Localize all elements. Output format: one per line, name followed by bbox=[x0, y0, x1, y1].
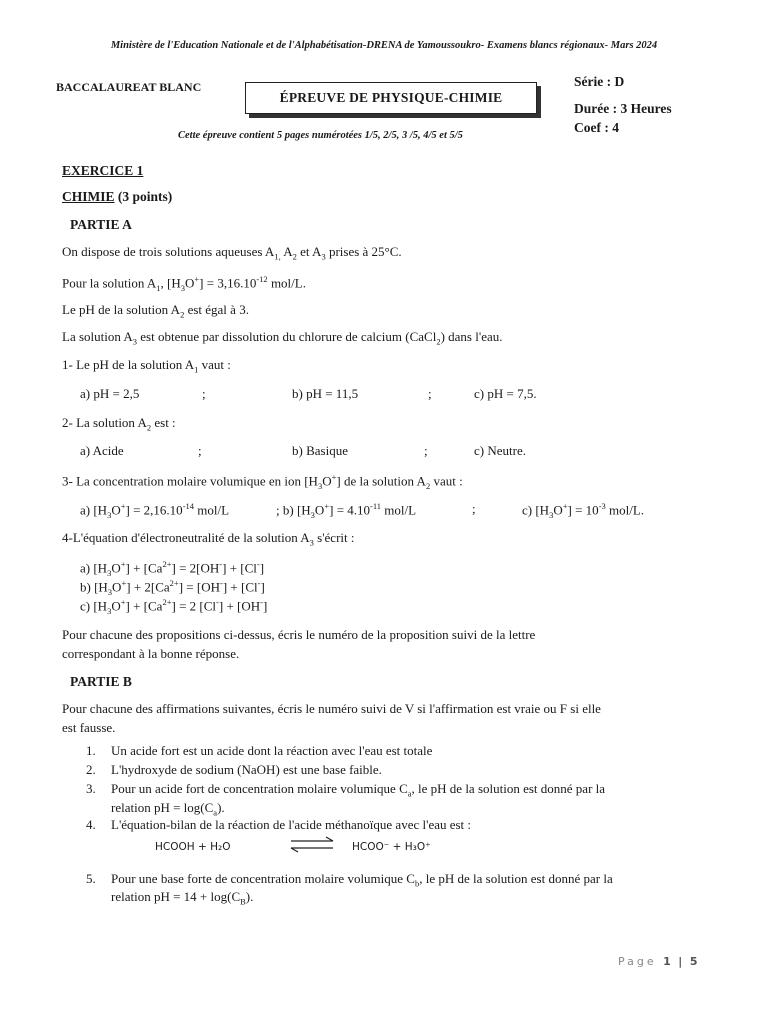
partie-a-title: PARTIE A bbox=[70, 217, 132, 232]
statement-3-line-2: relation pH = $\log(C_a)$. bbox=[111, 800, 225, 818]
coef-label: Coef : 4 bbox=[574, 120, 619, 135]
question-1: 1- Le pH de la solution $A_1$ vaut : bbox=[62, 357, 231, 375]
q1-option-c: c) pH = 7,5. bbox=[474, 386, 537, 401]
bac-label: BACCALAUREAT BLANC bbox=[56, 80, 202, 94]
subject-line bbox=[62, 189, 172, 205]
exam-title: ÉPREUVE DE PHYSIQUE-CHIMIE bbox=[279, 90, 503, 105]
q1-sep-2: ; bbox=[428, 386, 432, 401]
q4-equation-a: a) $[H_3O^+] + [Ca^{2+}] = 2[OH^-] + [Cl^-]$ bbox=[80, 559, 265, 578]
instruction-line-1: Pour chacune des propositions ci-dessus, écris le numéro de la proposition suivi de la lettre bbox=[62, 627, 536, 642]
ministry-header: Ministère de l'Education Nationale et de l'Alphabétisation-DRENA de Yamoussoukro- Examens blancs régionaux- Mars 2024 bbox=[110, 40, 658, 51]
q1-sep-1: ; bbox=[202, 386, 206, 401]
duree-label: Durée : 3 Heures bbox=[574, 101, 672, 116]
instruction-line-2: correspondant à la bonne réponse. bbox=[62, 646, 240, 661]
partA-intro-2: Pour la solution $A_1$, $[H_3O^+] = 3,16.10^{-12}$ mol/L. bbox=[62, 274, 306, 293]
exercise-title: EXERCICE 1 bbox=[62, 163, 144, 178]
question-4: 4-L'équation d'électroneutralité de la solution $A_3$ s'écrit : bbox=[62, 530, 355, 548]
statement-3-line-1: Pour un acide fort de concentration molaire volumique $C_a$, le pH de la solution est donné par la bbox=[111, 781, 606, 799]
statement-5-line-2: relation pH = $14 + \log(C_B)$. bbox=[111, 889, 254, 907]
question-3: 3- La concentration molaire volumique en ion $[H_3O^+]$ de la solution $A_2$ vaut : bbox=[62, 472, 463, 491]
statement-2: L'hydroxyde de sodium (NaOH) est une base faible. bbox=[111, 762, 382, 777]
partB-intro-2: est fausse. bbox=[62, 720, 116, 735]
q1-option-b: b) pH = 11,5 bbox=[292, 386, 359, 401]
q2-sep-1: ; bbox=[198, 443, 202, 458]
page-total: 5 bbox=[689, 955, 699, 968]
statement-4: L'équation-bilan de la réaction de l'acide méthanoïque avec l'eau est : bbox=[111, 817, 472, 832]
q3-option-a: a) $[H_3O^+] = 2,16.10^{-14}$ mol/L bbox=[80, 501, 230, 520]
statement-1: Un acide fort est un acide dont la réaction avec l'eau est totale bbox=[111, 743, 433, 758]
partA-intro-3: Le pH de la solution $A_2$ est égal à 3. bbox=[62, 302, 249, 320]
subject-name: CHIMIE bbox=[62, 189, 115, 204]
q4-equation-b: b) $[H_3O^+] + 2[Ca^{2+}] = [OH^-] + [Cl^-]$ bbox=[80, 578, 265, 597]
page-footer bbox=[618, 955, 698, 968]
exam-title-box bbox=[245, 82, 537, 114]
partA-intro-4: La solution $A_3$ est obtenue par dissolution du chlorure de calcium (CaCl$_2$) dans l'eau. bbox=[62, 329, 503, 347]
q4-equation-c: c) $[H_3O^+] + [Ca^{2+}] = 2$ [Cl-] + [OH-] bbox=[80, 597, 268, 616]
statement-2-number: 2. bbox=[86, 762, 96, 777]
serie-label: Série : D bbox=[574, 74, 625, 89]
question-2: 2- La solution $A_2$ est : bbox=[62, 415, 176, 433]
equilibrium-arrow-icon bbox=[288, 836, 336, 854]
partA-intro-1: On dispose de trois solutions aqueuses $A_{1,}$ $A_2$ et $A_3$ prises à 25°C. bbox=[62, 244, 402, 262]
q3-sep: ; bbox=[472, 501, 476, 516]
equation-products: HCOO⁻ + H₃O⁺ bbox=[352, 841, 431, 853]
q2-option-a: a) Acide bbox=[80, 443, 124, 458]
q2-option-b: b) Basique bbox=[292, 443, 348, 458]
page-separator: | bbox=[678, 955, 684, 968]
q2-sep-2: ; bbox=[424, 443, 428, 458]
equation-reactants: HCOOH + H₂O bbox=[155, 841, 231, 853]
partB-intro-1: Pour chacune des affirmations suivantes, écris le numéro suivi de V si l'affirmation est vraie ou F si elle bbox=[62, 701, 601, 716]
page-label: Page bbox=[618, 955, 657, 968]
page-number: 1 bbox=[663, 955, 672, 968]
q3-option-c: c) $[H_3O^+] = 10^{-3}$ mol/L. bbox=[522, 501, 645, 520]
q3-option-b: ; b) $[H_3O^+] = 4.10^{-11}$ mol/L bbox=[276, 501, 417, 520]
q2-option-c: c) Neutre. bbox=[474, 443, 526, 458]
partie-b-title: PARTIE B bbox=[70, 674, 132, 689]
pages-note: Cette épreuve contient 5 pages numérotées 1/5, 2/5, 3 /5, 4/5 et 5/5 bbox=[178, 130, 463, 141]
statement-5-line-1: Pour une base forte de concentration molaire volumique $C_b$, le pH de la solution est donné par la bbox=[111, 871, 613, 889]
statement-4-number: 4. bbox=[86, 817, 96, 832]
statement-1-number: 1. bbox=[86, 743, 96, 758]
q1-option-a: a) pH = 2,5 bbox=[80, 386, 140, 401]
statement-5-number: 5. bbox=[86, 871, 96, 886]
statement-3-number: 3. bbox=[86, 781, 96, 796]
subject-points: (3 points) bbox=[114, 189, 173, 204]
